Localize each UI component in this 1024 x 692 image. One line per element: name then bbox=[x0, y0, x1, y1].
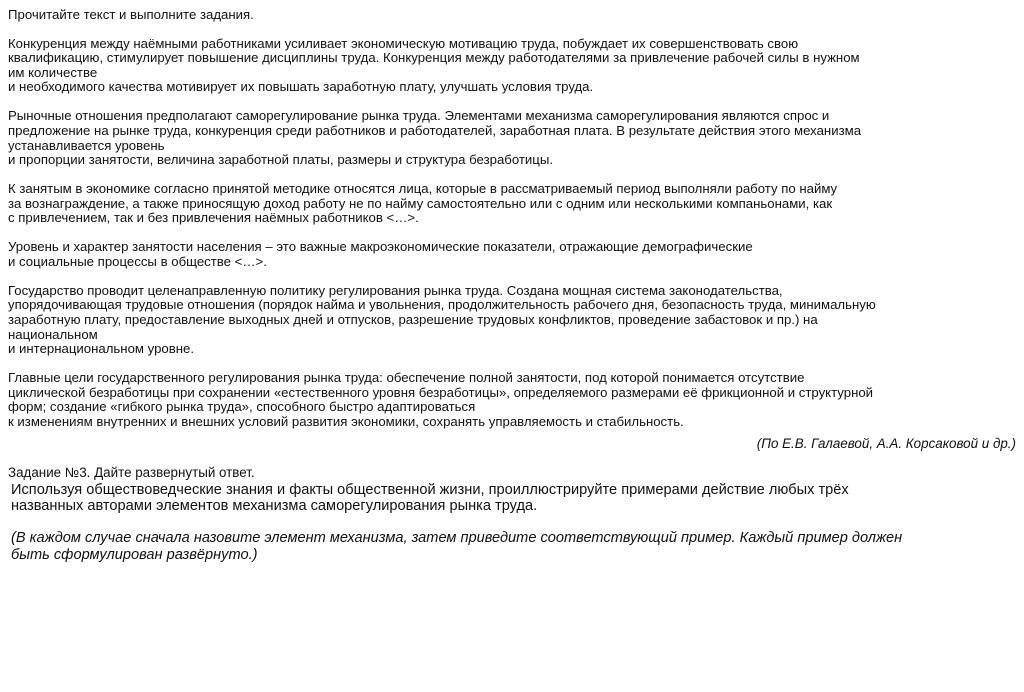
paragraph-state-policy bbox=[8, 284, 1016, 357]
paragraph-line: заработную плату, предоставление выходных дней и отпусков, разрешение трудовых конфликтов, проведение забастовок и пр.) на bbox=[8, 312, 818, 328]
instruction-text: Прочитайте текст и выполните задания. bbox=[8, 7, 254, 22]
paragraph-line: форм; создание «гибкого рынка труда», способного быстро адаптироваться bbox=[8, 399, 476, 415]
task-title: Задание №3. Дайте развернутый ответ. bbox=[8, 464, 255, 480]
paragraph-employment-level bbox=[8, 240, 1016, 269]
document-page bbox=[8, 8, 1016, 563]
source-attribution: (По Е.В. Галаевой, А.А. Корсаковой и др.) bbox=[756, 435, 1016, 451]
paragraph-line: и интернациональном уровне. bbox=[8, 341, 195, 357]
paragraph-line: Рыночные отношения предполагают саморегулирование рынка труда. Элементами механизма саморегулирования являются спрос и bbox=[8, 108, 830, 124]
task-note-line: быть сформулирован развёрнуто.) bbox=[11, 546, 258, 563]
paragraph-line: и необходимого качества мотивирует их повышать заработную плату, улучшать условия труда. bbox=[8, 79, 594, 95]
paragraph-regulation-goals bbox=[8, 371, 1016, 429]
paragraph-line: им количестве bbox=[8, 64, 98, 80]
paragraph-line: устанавливается уровень bbox=[8, 137, 165, 153]
paragraph-line: Конкуренция между наёмными работниками усиливает экономическую мотивацию труда, побуждает их совершенствовать свою bbox=[8, 35, 799, 51]
paragraph-line: и пропорции занятости, величина заработной платы, размеры и структура безработицы. bbox=[8, 152, 553, 168]
paragraph-line: за вознаграждение, а также приносящую доход работу не по найму самостоятельно или с одним или несколькими компаньонами, как bbox=[8, 195, 833, 211]
paragraph-employed bbox=[8, 182, 1016, 226]
paragraph-line: квалификацию, стимулирует повышение дисциплины труда. Конкуренция между работодателями за привлечение рабочей силы в нужном bbox=[8, 50, 860, 66]
paragraph-line: циклической безработицы при сохранении «естественного уровня безработицы», определяемого размерами её фрикционной и структурной bbox=[8, 384, 874, 400]
task-note-line: (В каждом случае сначала назовите элемент механизма, затем приведите соответствующий пример. Каждый пример должен bbox=[11, 530, 903, 547]
task-question bbox=[8, 482, 1016, 564]
paragraph-line: национальном bbox=[8, 326, 98, 342]
paragraph-competition bbox=[8, 37, 1016, 95]
paragraph-line: Уровень и характер занятости населения – это важные макроэкономические показатели, отражающие демографические bbox=[8, 239, 753, 255]
task-question-line: Используя обществоведческие знания и факты общественной жизни, проиллюстрируйте примерами действие любых трёх bbox=[11, 481, 849, 498]
paragraph-line: к изменениям внутренних и внешних условий развития экономики, сохранять управляемость и стабильность. bbox=[8, 414, 684, 430]
paragraph-self-regulation bbox=[8, 109, 1016, 167]
paragraph-line: К занятым в экономике согласно принятой методике относятся лица, которые в рассматриваемый период выполняли работу по найму bbox=[8, 181, 838, 197]
paragraph-line: и социальные процессы в обществе <…>. bbox=[8, 253, 267, 269]
paragraph-line: с привлечением, так и без привлечения наёмных работников <…>. bbox=[8, 210, 419, 226]
paragraph-line: Государство проводит целенаправленную политику регулирования рынка труда. Создана мощная система законодательства, bbox=[8, 282, 783, 298]
task-question-line: названных авторами элементов механизма саморегулирования рынка труда. bbox=[11, 498, 538, 515]
paragraph-line: упорядочивающая трудовые отношения (порядок найма и увольнения, продолжительность рабочего дня, безопасность труда, минимальную bbox=[8, 297, 876, 313]
paragraph-line: Главные цели государственного регулирования рынка труда: обеспечение полной занятости, под которой понимается отсутствие bbox=[8, 370, 805, 386]
paragraph-line: предложение на рынке труда, конкуренция среди работников и работодателей, заработная плата. В результате действия этого механизма bbox=[8, 122, 862, 138]
